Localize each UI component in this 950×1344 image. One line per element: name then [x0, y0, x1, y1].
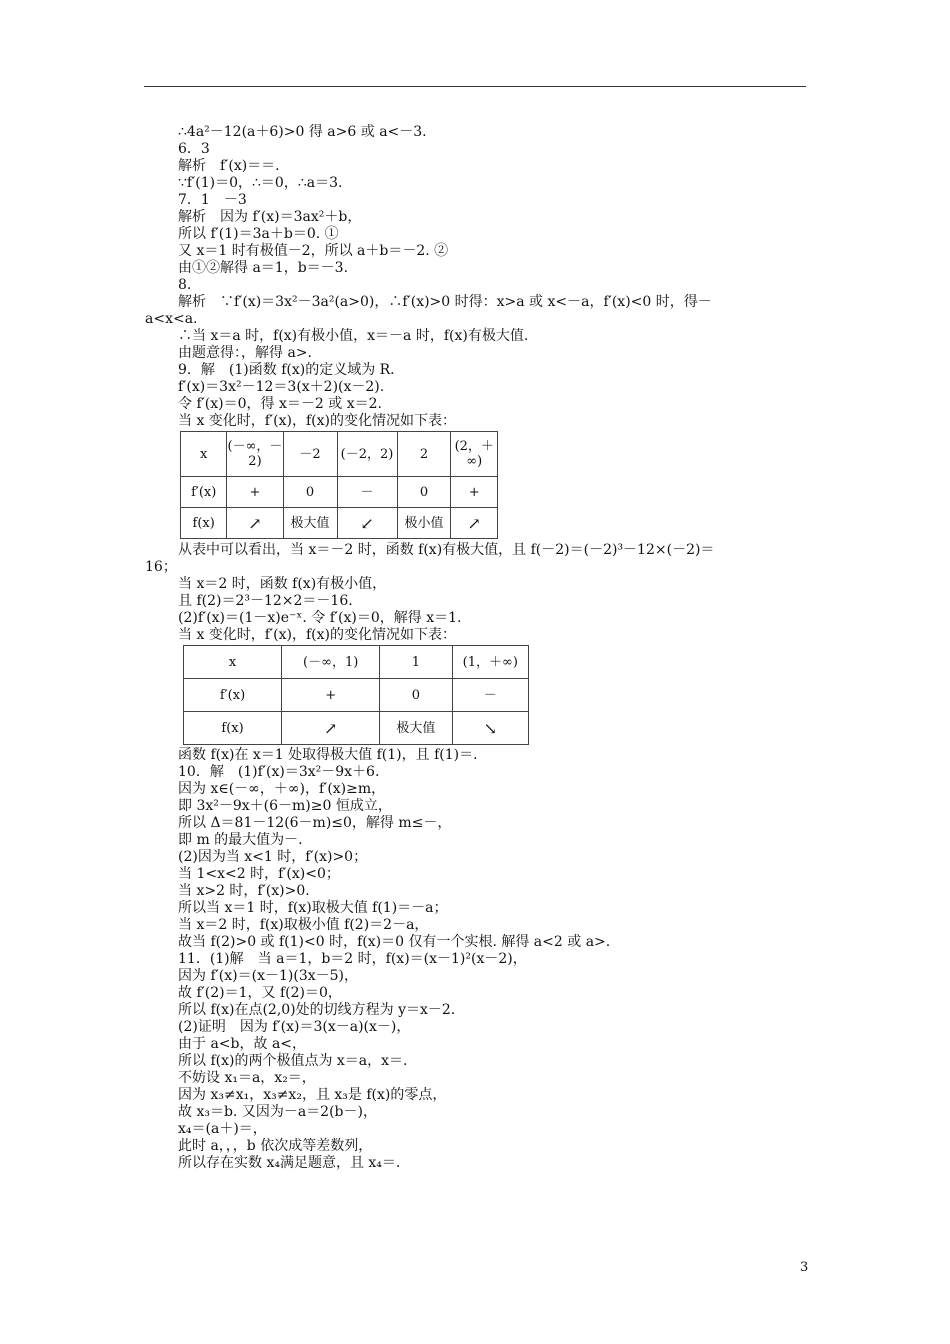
page-number: 3	[800, 1260, 809, 1275]
text-line: (2)因为当 x<1 时，f′(x)>0；	[178, 849, 368, 865]
table-cell: 0	[380, 679, 452, 712]
text-line: 解析 f′(x)＝＝.	[178, 158, 280, 174]
decreasing-arrow-icon: ↘	[452, 712, 528, 745]
table-cell: 2	[397, 432, 451, 477]
text-line: (2)f′(x)＝(1－x)e⁻ˣ. 令 f′(x)＝0，解得 x＝1.	[178, 610, 462, 626]
text-line: 此时 a，，，b 依次成等差数列，	[178, 1138, 373, 1154]
text-line: 故 f′(2)＝1，又 f(2)＝0，	[178, 985, 342, 1001]
table-cell: －	[452, 679, 528, 712]
text-line: 因为 x₃≠x₁，x₃≠x₂，且 x₃是 f(x)的零点，	[178, 1087, 447, 1103]
text-line: 即 3x²－9x＋(6－m)≥0 恒成立，	[178, 798, 392, 814]
table-cell: +	[282, 679, 380, 712]
text-line: 所以 f(x)在点(2,0)处的切线方程为 y＝x－2.	[178, 1002, 456, 1018]
table-cell: 1	[380, 646, 452, 679]
header-rule	[144, 86, 806, 87]
text-line: 因为 f′(x)＝(x－1)(3x－5)，	[178, 968, 358, 984]
table-cell: 极大值	[380, 712, 452, 745]
table-cell: f(x)	[181, 508, 227, 539]
decreasing-arrow-icon: ↙	[337, 508, 397, 539]
text-line: 当 x＝2 时，f(x)取极小值 f(2)＝2－a，	[178, 917, 429, 933]
table-cell: (－2，2)	[337, 432, 397, 477]
table-cell: +	[451, 477, 498, 508]
table-cell: x	[184, 646, 282, 679]
text-line: 7．1 －3	[178, 192, 247, 208]
text-line: 8.	[178, 277, 192, 293]
text-line: 解析 因为 f′(x)＝3ax²＋b，	[178, 209, 362, 225]
text-line: 所以 Δ＝81－12(6－m)≤0，解得 m≤－，	[178, 815, 452, 831]
text-line: 所以 f′(1)＝3a＋b＝0. ①	[178, 226, 339, 242]
table-cell: 极小值	[397, 508, 451, 539]
table-cell: +	[227, 477, 283, 508]
text-line: 9．解 (1)函数 f(x)的定义域为 R.	[178, 362, 395, 378]
text-line: ∴4a²－12(a＋6)>0 得 a>6 或 a<－3.	[178, 124, 427, 140]
text-line: 所以 f(x)的两个极值点为 x＝a，x＝.	[178, 1053, 408, 1069]
text-line: 令 f′(x)＝0，得 x＝－2 或 x＝2.	[178, 396, 382, 412]
table-cell: (－∞，－2)	[227, 432, 283, 477]
table-cell: －	[337, 477, 397, 508]
increasing-arrow-icon: ↗	[451, 508, 498, 539]
text-line: 10．解 (1)f′(x)＝3x²－9x＋6.	[178, 764, 380, 780]
text-line: (2)证明 因为 f′(x)＝3(x－a)(x－)，	[178, 1019, 411, 1035]
table-cell: 极大值	[283, 508, 337, 539]
text-line: 由于 a<b，故 a<，	[178, 1036, 307, 1052]
text-line: 故当 f(2)>0 或 f(1)<0 时，f(x)＝0 仅有一个实根. 解得 a<2 或 a>.	[178, 934, 611, 950]
table-cell: (2，＋∞)	[451, 432, 498, 477]
text-line: ∵f′(1)＝0，∴＝0，∴a＝3.	[178, 175, 343, 191]
text-line: ∴当 x＝a 时，f(x)有极小值，x＝－a 时，f(x)有极大值.	[178, 328, 529, 344]
text-line: 所以存在实数 x₄满足题意，且 x₄＝.	[178, 1155, 401, 1171]
table-cell: 0	[397, 477, 451, 508]
variation-table-1	[180, 431, 498, 539]
increasing-arrow-icon: ↗	[227, 508, 283, 539]
text-line: 函数 f(x)在 x＝1 处取得极大值 f(1)，且 f(1)＝.	[178, 747, 478, 763]
text-line: 当 x＝2 时，函数 f(x)有极小值，	[178, 576, 387, 592]
text-line: 当 x 变化时，f′(x)，f(x)的变化情况如下表：	[178, 627, 456, 643]
text-line: 当 1<x<2 时，f′(x)<0；	[178, 866, 340, 882]
text-line: a<x<a.	[145, 311, 198, 327]
text-line: 不妨设 x₁＝a，x₂＝，	[178, 1070, 316, 1086]
text-line: 由①②解得 a＝1，b＝－3.	[178, 260, 349, 276]
text-line: 且 f(2)＝2³－12×2＝－16.	[178, 593, 353, 609]
text-line: 解析 ∵f′(x)＝3x²－3a²(a>0)，∴f′(x)>0 时得：x>a 或 x<－a，f′(x)<0 时，得－	[178, 294, 712, 310]
text-line: 因为 x∈(－∞，＋∞)，f′(x)≥m，	[178, 781, 386, 797]
text-line: 当 x 变化时，f′(x)，f(x)的变化情况如下表：	[178, 413, 456, 429]
text-line: 由题意得：，解得 a>.	[178, 345, 312, 361]
variation-table-2	[183, 645, 529, 745]
text-line: 从表中可以看出，当 x＝－2 时，函数 f(x)有极大值，且 f(－2)＝(－2)³－12×(－2)＝	[178, 542, 715, 558]
table-cell: －2	[283, 432, 337, 477]
table-cell: (－∞，1)	[282, 646, 380, 679]
increasing-arrow-icon: ↗	[282, 712, 380, 745]
table-cell: (1，＋∞)	[452, 646, 528, 679]
text-line: f′(x)＝3x²－12＝3(x＋2)(x－2).	[178, 379, 385, 395]
text-line: 6．3	[178, 141, 210, 157]
text-line: 11．(1)解 当 a＝1，b＝2 时，f(x)＝(x－1)²(x－2)，	[178, 951, 527, 967]
text-line: 又 x＝1 时有极值－2，所以 a＋b＝－2. ②	[178, 243, 449, 259]
table-cell: x	[181, 432, 227, 477]
text-line: 所以当 x＝1 时，f(x)取极大值 f(1)＝－a；	[178, 900, 448, 916]
table-cell: f(x)	[184, 712, 282, 745]
text-line: 即 m 的最大值为－.	[178, 832, 303, 848]
table-cell: 0	[283, 477, 337, 508]
text-line: 故 x₃＝b. 又因为－a＝2(b－)，	[178, 1104, 377, 1120]
text-line: 当 x>2 时，f′(x)>0.	[178, 883, 310, 899]
table-cell: f′(x)	[184, 679, 282, 712]
table-cell: f′(x)	[181, 477, 227, 508]
text-line: 16；	[145, 559, 177, 575]
text-line: x₄＝(a＋)＝，	[178, 1121, 267, 1137]
